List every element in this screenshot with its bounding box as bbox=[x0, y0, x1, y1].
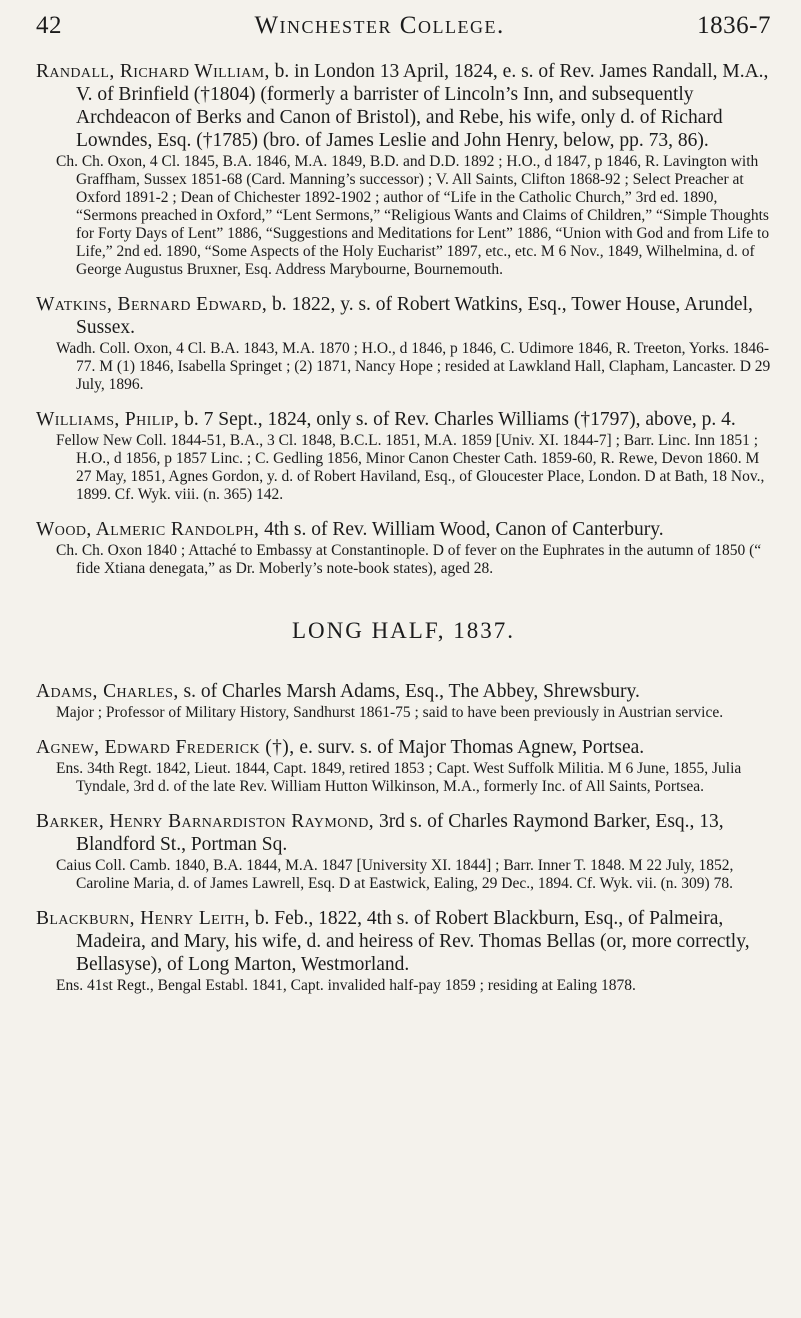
entry-heading bbox=[36, 518, 771, 541]
entry-watkins bbox=[36, 293, 771, 394]
section-title: LONG HALF, 1837. bbox=[291, 618, 516, 643]
entry-name: Watkins, Bernard Edward, bbox=[36, 294, 268, 315]
entry-name: Williams, Philip, bbox=[36, 409, 180, 430]
entry-barker bbox=[36, 810, 771, 893]
entry-randall bbox=[36, 60, 771, 279]
entry-adams bbox=[36, 680, 771, 722]
entry-body: Ens. 34th Regt. 1842, Lieut. 1844, Capt. 1849, retired 1853 ; Capt. West Suffolk Militia. M 6 June, 1855, Julia Tyndale, 3rd d. of the late Rev. William Hutton Wilkinson, M.A., formerly Inc. of All Saints, Portsea. bbox=[56, 760, 742, 795]
entry-name: Wood, Almeric Randolph, bbox=[36, 519, 260, 540]
entry-body: Fellow New Coll. 1844-51, B.A., 3 Cl. 1848, B.C.L. 1851, M.A. 1859 [Univ. XI. 1844-7] ; Barr. Linc. Inn 1851 ; H.O., d 1856, p 1857 Linc. ; C. Gedling 1856, Minor Canon Chester Cath. 1859-60, R. Rewe, Devon 1860. M 27 May, 1851, Agnes Gordon, y. d. of Robert Haviland, Esq., of Gloucester Place, London. D at Bath, 18 Nov., 1899. Cf. Wyk. viii. (n. 365) 142. bbox=[56, 432, 765, 503]
entry-heading-text: b. 1822, y. s. of Robert Watkins, Esq., Tower House, Arundel, Sussex. bbox=[76, 294, 753, 338]
running-title: Winchester College. bbox=[254, 12, 505, 39]
entry-wood bbox=[36, 518, 771, 578]
entry-body: Wadh. Coll. Oxon, 4 Cl. B.A. 1843, M.A. 1870 ; H.O., d 1846, p 1846, C. Udimore 1846, R. Treeton, Yorks. 1846-77. M (1) 1846, Isabella Springet ; (2) 1871, Nancy Hope ; resided at Lawkland Hall, Clapham, Lancaster. D 29 July, 1896. bbox=[56, 340, 771, 393]
entry-body: Caius Coll. Camb. 1840, B.A. 1844, M.A. 1847 [University XI. 1844] ; Barr. Inner T. 1848. M 22 July, 1852, Caroline Maria, d. of James Lawrell, Esq. D at Eastwick, Ealing, 29 Dec., 1894. Cf. Wyk. vii. (n. 309) 78. bbox=[56, 857, 734, 892]
entry-body: Ens. 41st Regt., Bengal Establ. 1841, Capt. invalided half-pay 1859 ; residing at Ealing 1878. bbox=[56, 977, 636, 994]
page-years: 1836-7 bbox=[697, 12, 771, 39]
entry-heading-text: b. 7 Sept., 1824, only s. of Rev. Charles Williams (†1797), above, p. 4. bbox=[179, 409, 736, 430]
page-number: 42 bbox=[36, 12, 62, 39]
entry-heading bbox=[36, 810, 771, 856]
entry-name: Blackburn, Henry Leith, bbox=[36, 908, 250, 929]
entry-body: Major ; Professor of Military History, Sandhurst 1861-75 ; said to have been previously in Austrian service. bbox=[56, 704, 724, 721]
entry-heading bbox=[36, 680, 771, 703]
entry-name: Randall, Richard William, bbox=[36, 61, 270, 82]
entry-heading bbox=[36, 907, 771, 976]
entry-body: Ch. Ch. Oxon 1840 ; Attaché to Embassy at Constantinople. D of fever on the Euphrates in the autumn of 1850 (“ fide Xtiana denegata,” as Dr. Moberly’s note-book states), aged 28. bbox=[56, 542, 762, 577]
entry-heading-text: b. in London 13 April, 1824, e. s. of Rev. James Randall, M.A., V. of Brinfield (†1804) (formerly a barrister of Lincoln’s Inn, and subsequently Archdeacon of Berks and Canon of Bristol), and Rebe, his wife, only d. of Richard Lowndes, Esq. (†1785) (bro. of James Leslie and John Henry, below, pp. 73, 86). bbox=[76, 61, 769, 151]
entry-heading-text: 4th s. of Rev. William Wood, Canon of Canterbury. bbox=[259, 519, 664, 540]
entry-heading-text: e. surv. s. of Major Thomas Agnew, Portsea. bbox=[294, 737, 645, 758]
entry-heading bbox=[36, 736, 771, 759]
entry-heading-text: s. of Charles Marsh Adams, Esq., The Abbey, Shrewsbury. bbox=[178, 681, 640, 702]
entry-name: Barker, Henry Barnardiston Raymond, bbox=[36, 811, 375, 832]
entry-body: Ch. Ch. Oxon, 4 Cl. 1845, B.A. 1846, M.A. 1849, B.D. and D.D. 1892 ; H.O., d 1847, p 1846, R. Lavington with Graffham, Sussex 1851-68 (Card. Manning’s successor) ; V. All Saints, Clifton 1868-92 ; Select Preacher at Oxford 1891-2 ; Dean of Chichester 1892-1902 ; author of “Life in the Catholic Church,” 3rd ed. 1890, “Sermons preached in Oxford,” “Lent Sermons,” “Religious Wants and Claims of Children,” “Simple Thoughts for Forty Days of Lent” 1886, “Suggestions and Meditations for Lent” 1886, “Union with God and from Life to Life,” 2nd ed. 1890, “Some Aspects of the Holy Eucharist” 1897, etc., etc. M 6 Nov., 1849, Wilhelmina, d. of George Augustus Bruxner, Esq. Address Marybourne, Bournemouth. bbox=[56, 153, 770, 278]
running-head bbox=[36, 12, 771, 40]
entry-heading-text: b. Feb., 1822, 4th s. of Robert Blackburn, Esq., of Palmeira, Madeira, and Mary, his wife, d. and heiress of Rev. Thomas Bellas (or, more correctly, Bellasyse), of Long Marton, Westmorland. bbox=[76, 908, 750, 975]
entry-heading bbox=[36, 60, 771, 152]
entry-name: Adams, Charles, bbox=[36, 681, 179, 702]
entry-williams bbox=[36, 408, 771, 504]
entry-name: Agnew, Edward Frederick (†), bbox=[36, 737, 295, 758]
entry-heading-text: 3rd s. of Charles Raymond Barker, Esq., 13, Blandford St., Portman Sq. bbox=[76, 811, 724, 855]
entry-heading bbox=[36, 408, 771, 431]
entry-agnew bbox=[36, 736, 771, 796]
entry-blackburn bbox=[36, 907, 771, 995]
page-content bbox=[36, 60, 771, 1009]
entry-heading bbox=[36, 293, 771, 339]
